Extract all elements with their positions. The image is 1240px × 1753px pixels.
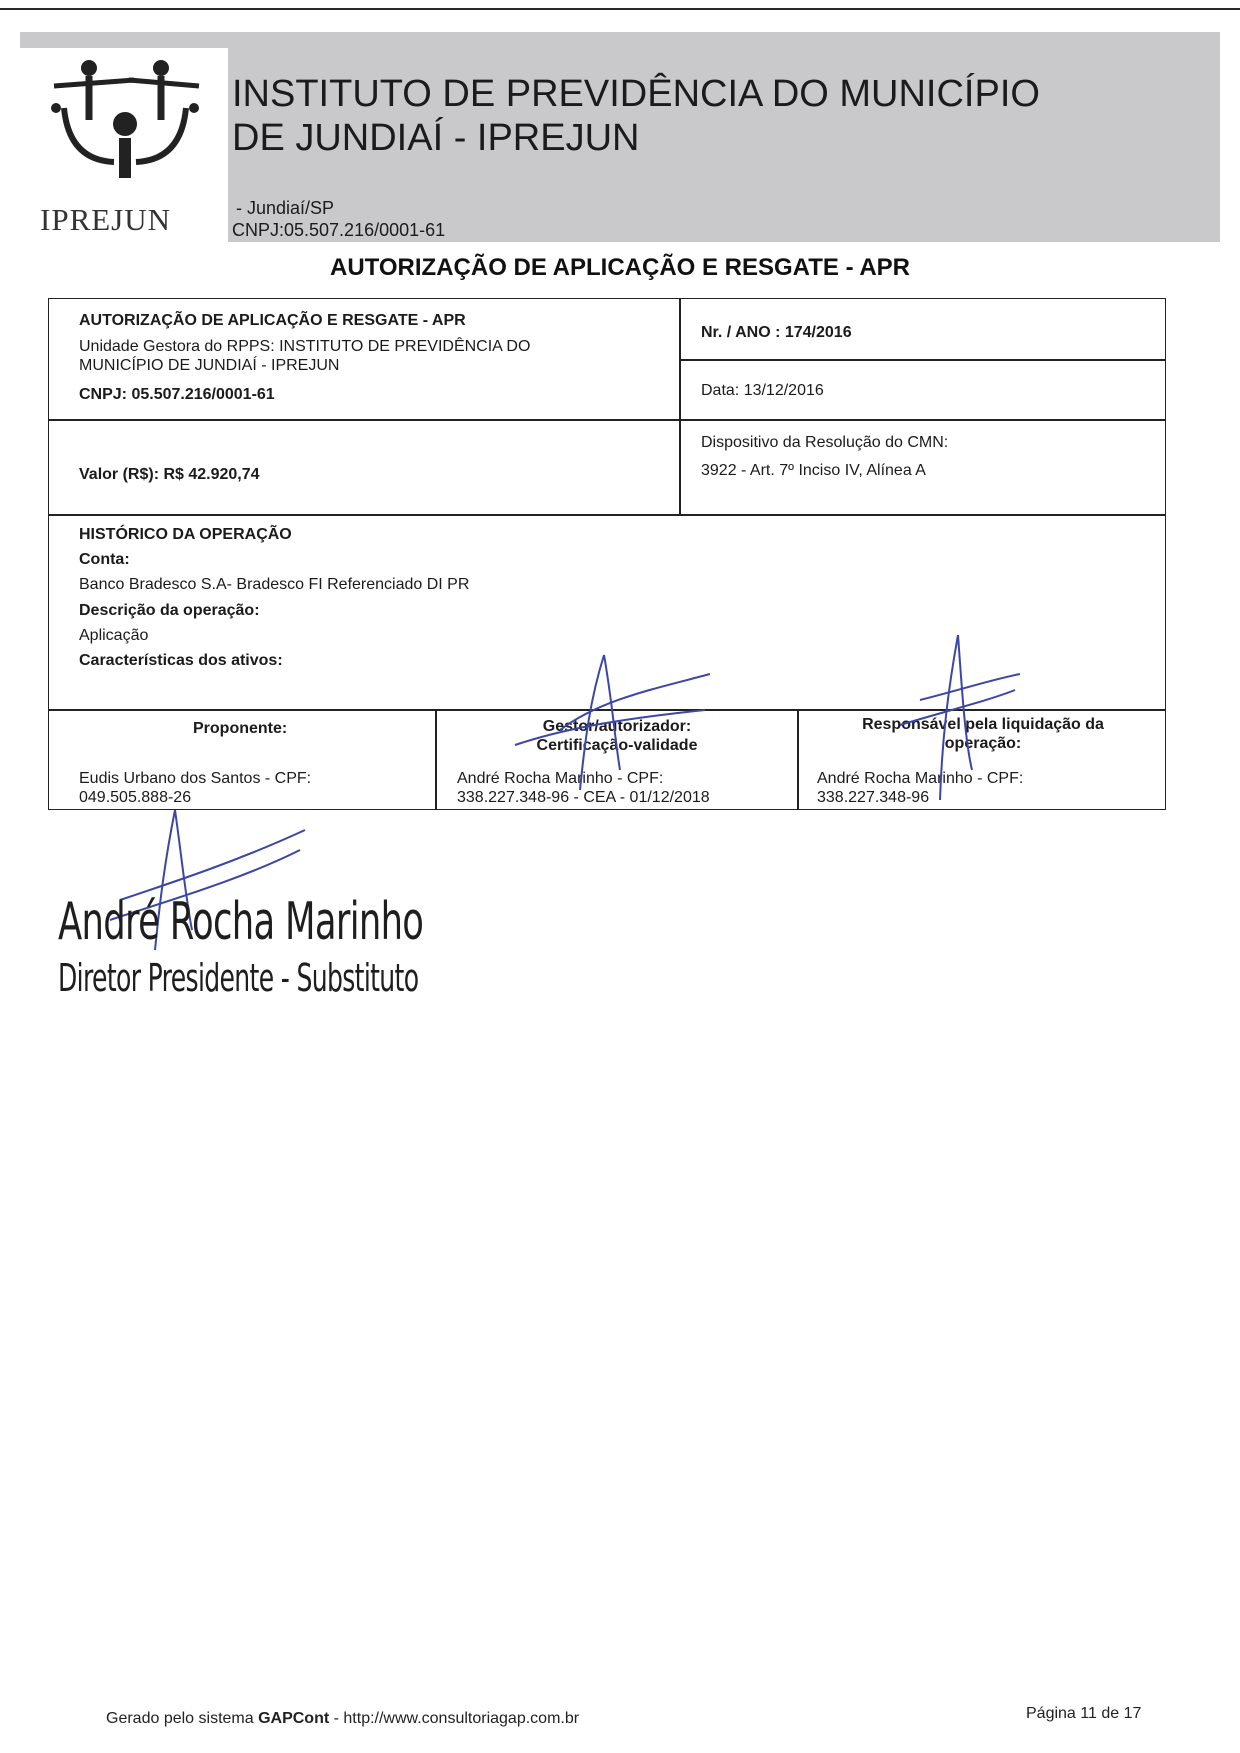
top-rule bbox=[0, 8, 1240, 10]
page-number: Página 11 de 17 bbox=[1026, 1705, 1142, 1722]
gestor-label: Gestor/autorizador: Certificação-validade bbox=[536, 718, 698, 754]
proponente-label: Proponente: bbox=[193, 720, 288, 737]
dispositivo-value: 3922 - Art. 7º Inciso IV, Alínea A bbox=[701, 462, 926, 479]
apr-form bbox=[48, 298, 1166, 810]
iprejun-logo-icon bbox=[34, 50, 214, 200]
conta-value: Banco Bradesco S.A- Bradesco FI Referenciado DI PR bbox=[79, 576, 470, 593]
footer-generated: Gerado pelo sistema GAPCont - http://www.consultoriagap.com.br bbox=[106, 1710, 580, 1727]
institution-name: INSTITUTO DE PREVIDÊNCIA DO MUNICÍPIO DE JUNDIAÍ - IPREJUN bbox=[232, 73, 1040, 159]
conta-label: Conta: bbox=[79, 551, 130, 568]
row-divider bbox=[49, 514, 1165, 516]
descricao-value: Aplicação bbox=[79, 627, 149, 644]
box-title: AUTORIZAÇÃO DE APLICAÇÃO E RESGATE - APR bbox=[79, 312, 466, 329]
stamp-title: Diretor Presidente - Substituto bbox=[58, 956, 419, 1000]
dispositivo-label: Dispositivo da Resolução do CMN: bbox=[701, 434, 949, 451]
responsavel-name: André Rocha Marinho - CPF: 338.227.348-96 bbox=[817, 770, 1024, 806]
gestor-name: André Rocha Marinho - CPF: 338.227.348-96 - CEA - 01/12/2018 bbox=[457, 770, 710, 806]
stamp-name: André Rocha Marinho bbox=[58, 892, 424, 952]
logo-wordmark: IPREJUN bbox=[40, 202, 172, 237]
institution-cnpj: CNPJ:05.507.216/0001-61 bbox=[232, 220, 446, 240]
data-field: Data: 13/12/2016 bbox=[701, 382, 824, 399]
unidade-gestora: Unidade Gestora do RPPS: INSTITUTO DE PREVIDÊNCIA DO MUNICÍPIO DE JUNDIAÍ - IPREJUN bbox=[79, 338, 531, 374]
descricao-label: Descrição da operação: bbox=[79, 602, 260, 619]
historico-title: HISTÓRICO DA OPERAÇÃO bbox=[79, 526, 292, 543]
row-divider bbox=[49, 709, 1165, 711]
col-divider bbox=[679, 299, 681, 515]
row-divider bbox=[49, 419, 1165, 421]
responsavel-label: Responsável pela liquidação da operação: bbox=[862, 716, 1104, 752]
row-divider bbox=[679, 359, 1165, 361]
caracteristicas-label: Características dos ativos: bbox=[79, 652, 283, 669]
nr-ano: Nr. / ANO : 174/2016 bbox=[701, 324, 852, 341]
institution-city: - Jundiaí/SP bbox=[236, 198, 335, 218]
proponente-name: Eudis Urbano dos Santos - CPF: 049.505.888-26 bbox=[79, 770, 312, 806]
form-cnpj: CNPJ: 05.507.216/0001-61 bbox=[79, 386, 275, 403]
col-divider bbox=[435, 709, 437, 809]
col-divider bbox=[797, 709, 799, 809]
valor-field: Valor (R$): R$ 42.920,74 bbox=[79, 466, 260, 483]
document-title: AUTORIZAÇÃO DE APLICAÇÃO E RESGATE - APR bbox=[329, 254, 911, 281]
